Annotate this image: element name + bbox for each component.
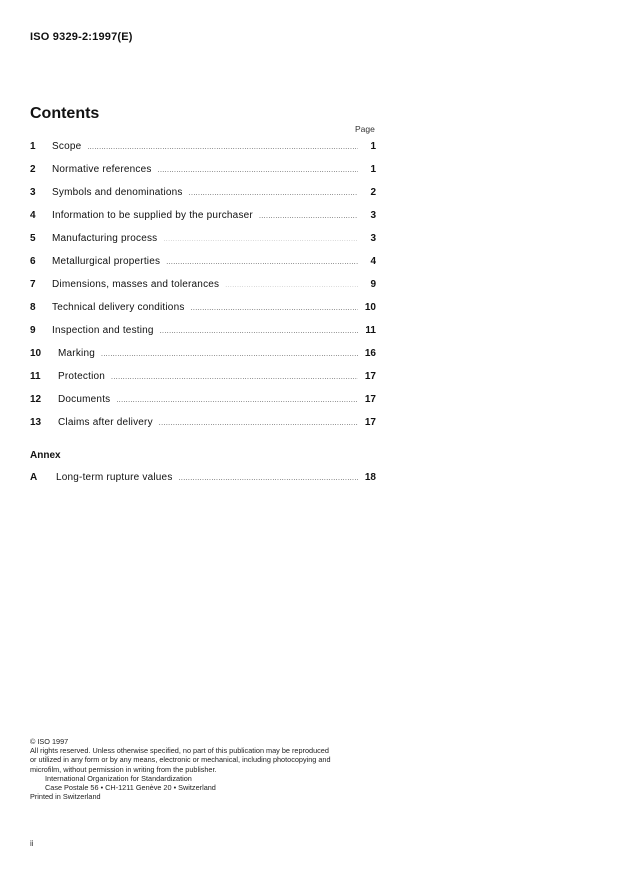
toc-entry-10[interactable] — [30, 348, 376, 371]
toc-number: 7 — [30, 279, 36, 290]
toc-title: Dimensions, masses and tolerances — [52, 279, 220, 290]
toc-entry-2[interactable] — [30, 164, 376, 187]
printed-in: Printed in Switzerland — [30, 792, 101, 802]
toc-number: 1 — [30, 141, 36, 152]
toc-leader — [259, 213, 358, 220]
toc-entry-6[interactable] — [30, 256, 376, 279]
annex-heading: Annex — [30, 450, 61, 461]
toc-title: Information to be supplied by the purchaser — [52, 210, 253, 221]
toc-title: Inspection and testing — [52, 325, 154, 336]
toc-entry-12[interactable] — [30, 394, 376, 417]
toc-page: 10 — [364, 302, 376, 313]
toc-title: Metallurgical properties — [52, 256, 161, 267]
toc-entry-1[interactable] — [30, 141, 376, 164]
organization-name: International Organization for Standardization — [45, 773, 192, 783]
toc-leader — [225, 282, 358, 289]
toc-title: Marking — [58, 348, 95, 359]
contents-title: Contents — [30, 105, 100, 122]
organization-address: Case Postale 56 • CH-1211 Genève 20 • Switzerland — [45, 783, 216, 793]
annex-title: Long-term rupture values — [56, 472, 173, 483]
annex-entry-a[interactable] — [30, 472, 376, 495]
toc-title: Scope — [52, 141, 82, 152]
toc-leader — [163, 236, 358, 243]
annex-page: 18 — [364, 472, 376, 483]
toc-leader — [116, 397, 358, 404]
toc-leader — [189, 190, 358, 197]
toc-entry-11[interactable] — [30, 371, 376, 394]
toc-page: 11 — [365, 325, 376, 336]
toc-number: 9 — [30, 325, 36, 336]
toc-number: 4 — [30, 210, 36, 221]
toc-page: 16 — [364, 348, 376, 359]
page-number: ii — [30, 839, 34, 848]
toc-page: 2 — [370, 187, 376, 198]
toc-leader — [159, 420, 358, 427]
toc-number: 2 — [30, 164, 36, 175]
toc-number: 11 — [30, 371, 41, 382]
toc-title: Manufacturing process — [52, 233, 158, 244]
toc-number: 8 — [30, 302, 36, 313]
toc-entry-9[interactable] — [30, 325, 376, 348]
toc-title: Protection — [58, 371, 106, 382]
toc-leader — [191, 305, 358, 312]
toc-entry-13[interactable] — [30, 417, 376, 440]
toc-title: Symbols and denominations — [52, 187, 183, 198]
toc-page: 17 — [364, 371, 376, 382]
table-of-contents — [30, 141, 376, 440]
toc-page: 3 — [370, 210, 376, 221]
toc-entry-8[interactable] — [30, 302, 376, 325]
toc-leader — [158, 167, 358, 174]
toc-entry-7[interactable] — [30, 279, 376, 302]
toc-leader — [166, 259, 358, 266]
toc-page: 17 — [364, 394, 376, 405]
toc-leader — [179, 475, 358, 482]
copyright-line: © ISO 1997 — [30, 737, 69, 746]
toc-leader — [111, 374, 358, 381]
rights-text: or utilized in any form or by any means, electronic or mechanical, including photocopying and — [30, 755, 331, 765]
toc-number: 10 — [30, 348, 42, 359]
toc-number: 5 — [30, 233, 36, 244]
document-id: ISO 9329-2:1997(E) — [30, 31, 133, 43]
toc-leader — [101, 351, 358, 358]
toc-title: Normative references — [52, 164, 152, 175]
toc-page: 3 — [370, 233, 376, 244]
toc-page: 1 — [370, 164, 376, 175]
toc-title: Documents — [58, 394, 111, 405]
toc-page: 1 — [370, 141, 376, 152]
toc-number: 13 — [30, 417, 42, 428]
toc-page: 17 — [364, 417, 376, 428]
toc-page: 9 — [370, 279, 376, 290]
page-column-label: Page — [355, 124, 375, 134]
annex-letter: A — [30, 472, 38, 483]
toc-number: 12 — [30, 394, 42, 405]
rights-text: All rights reserved. Unless otherwise specified, no part of this publication may be reproduced — [30, 746, 329, 756]
toc-title: Claims after delivery — [58, 417, 153, 428]
toc-entry-4[interactable] — [30, 210, 376, 233]
toc-entry-3[interactable] — [30, 187, 376, 210]
toc-leader — [87, 144, 358, 151]
toc-leader — [160, 328, 358, 335]
toc-number: 3 — [30, 187, 36, 198]
toc-page: 4 — [370, 256, 376, 267]
toc-title: Technical delivery conditions — [52, 302, 185, 313]
annex-list — [30, 472, 376, 495]
toc-number: 6 — [30, 256, 36, 267]
rights-text: microfilm, without permission in writing from the publisher. — [30, 764, 217, 774]
toc-entry-5[interactable] — [30, 233, 376, 256]
copyright-notice — [30, 737, 380, 801]
